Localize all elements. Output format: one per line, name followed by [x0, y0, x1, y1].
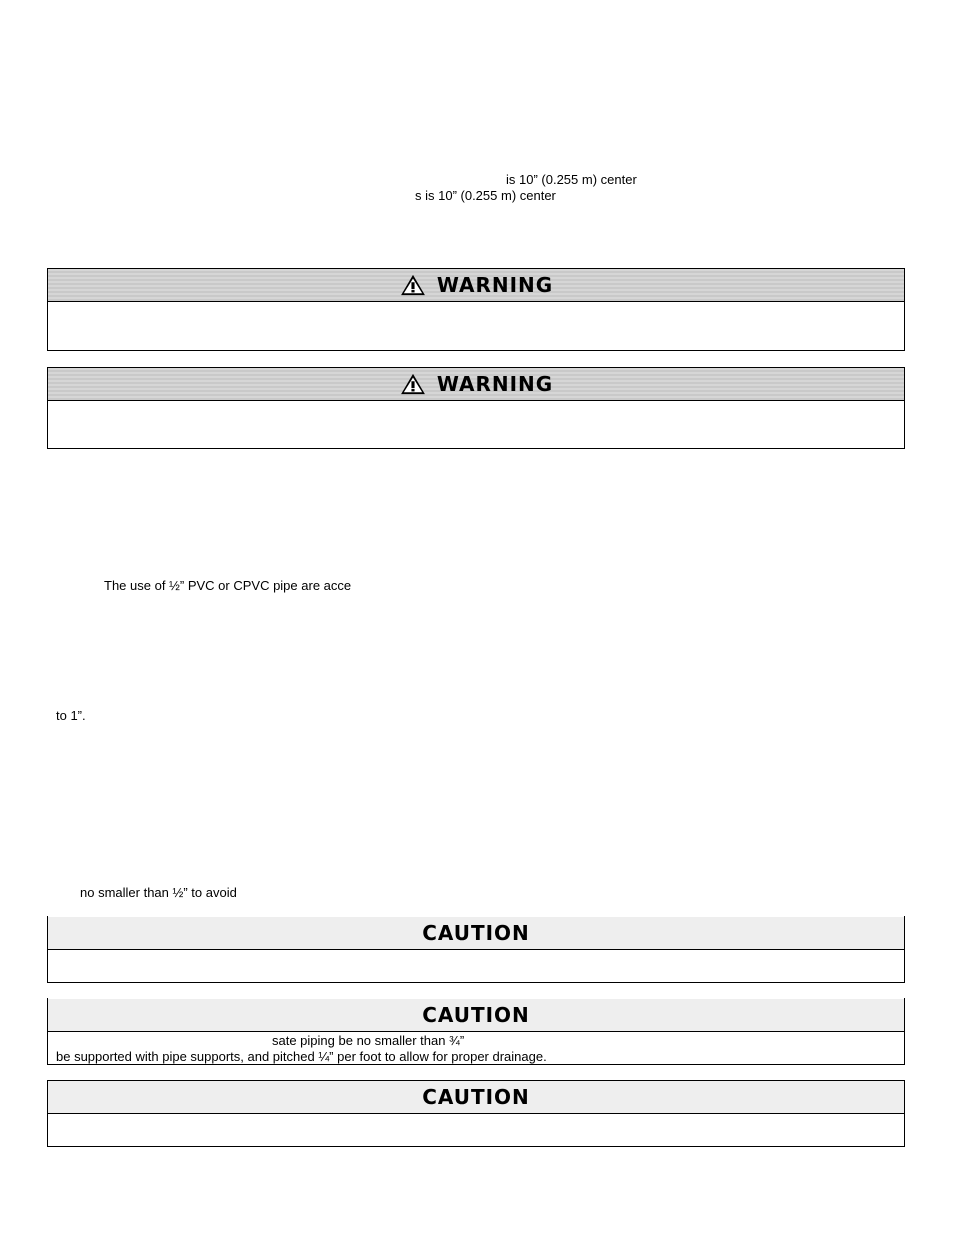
caution-header [48, 916, 904, 950]
text-fragment: s is 10” (0.255 m) center [415, 188, 556, 203]
caution-title: CAUTION [422, 1003, 530, 1027]
text-fragment: is 10” (0.255 m) center [506, 172, 637, 187]
caution-body [48, 1114, 904, 1147]
caution-header [48, 1081, 904, 1114]
caution-text: be supported with pipe supports, and pitched ¼” per foot to allow for proper drainage. [56, 1049, 547, 1064]
caution-box [47, 1080, 905, 1147]
warning-triangle-icon [399, 274, 427, 296]
warning-body [48, 302, 904, 351]
warning-triangle-icon [399, 373, 427, 395]
warning-box [47, 268, 905, 351]
warning-body [48, 401, 904, 449]
warning-title: WARNING [436, 273, 554, 297]
warning-box [47, 367, 905, 449]
text-fragment: The use of ½” PVC or CPVC pipe are acce [104, 578, 352, 593]
caution-title: CAUTION [422, 921, 530, 945]
warning-title: WARNING [436, 372, 554, 396]
caution-box [47, 916, 905, 983]
caution-title: CAUTION [422, 1085, 530, 1109]
caution-header [48, 998, 904, 1032]
caution-text: sate piping be no smaller than ¾” [272, 1033, 465, 1048]
text-fragment: to 1”. [56, 708, 86, 723]
warning-header [48, 368, 904, 401]
caution-box [47, 998, 905, 1065]
warning-header [48, 269, 904, 302]
caution-body [48, 950, 904, 983]
text-fragment: no smaller than ½” to avoid [80, 885, 237, 900]
caution-body [48, 1032, 904, 1065]
